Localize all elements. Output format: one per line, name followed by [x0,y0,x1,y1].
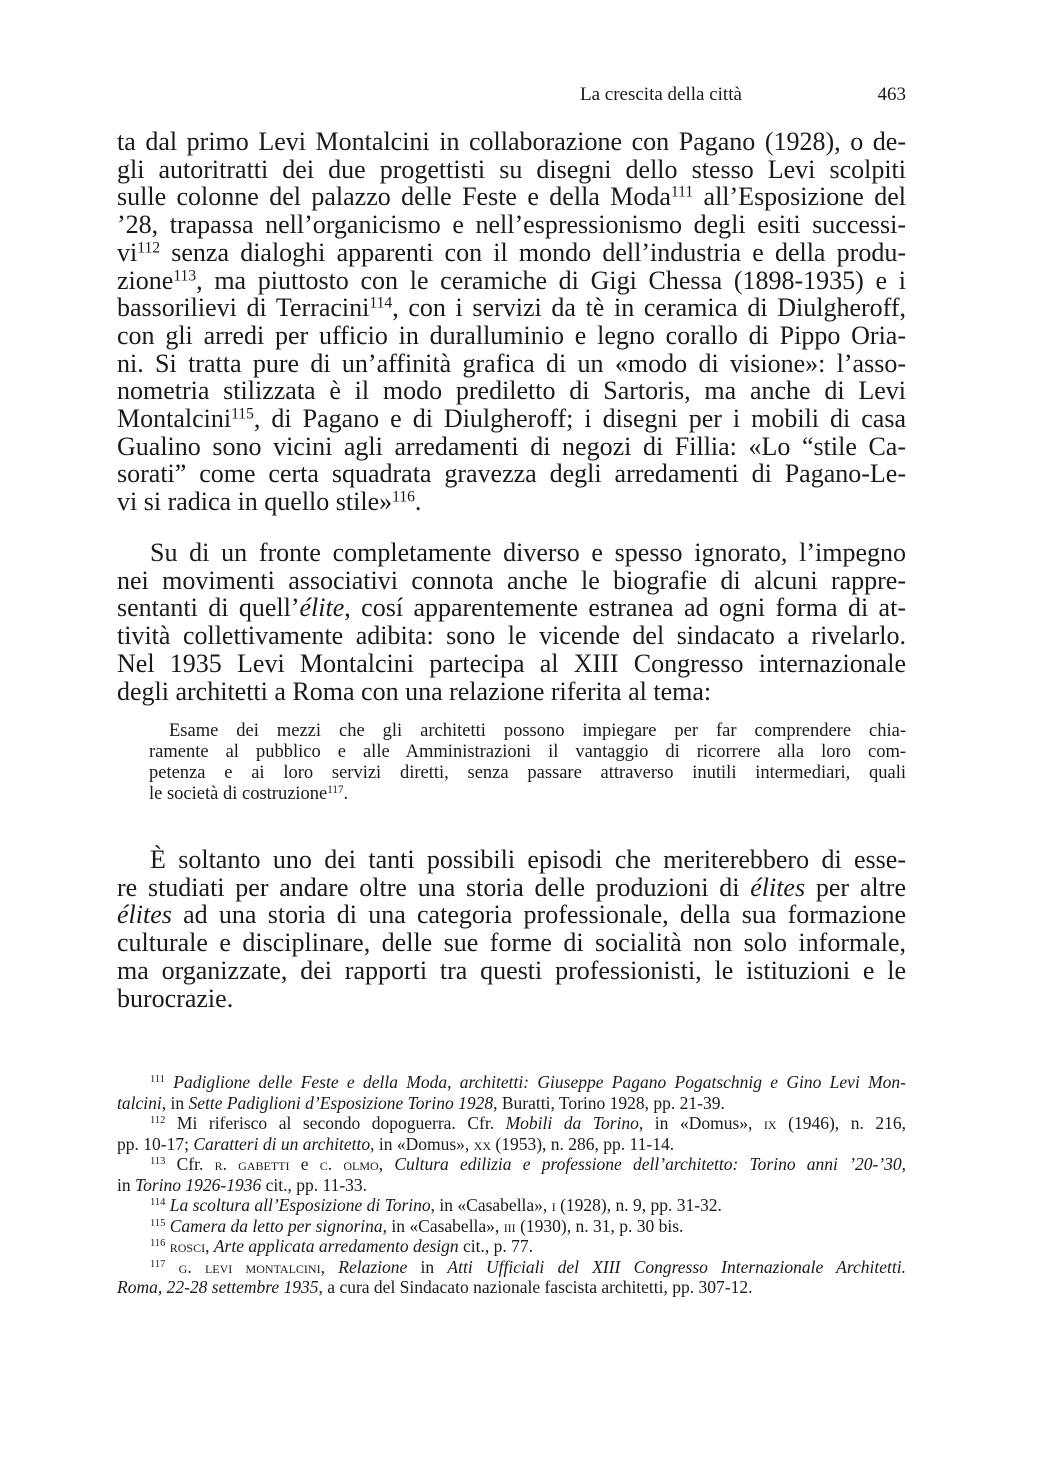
footnote-114: $^{114}$ La scoltura all’Esposizione di Torino, in «Casabella», i (1928), n. 9, pp. 31-32. [150,1195,722,1215]
page-number: 463 [877,84,906,105]
block-quote [149,721,906,805]
text-line: Su di un fronte completamente diverso e spesso ignorato, l’impegno [150,538,906,567]
text-line: ta dal primo Levi Montalcini in collaborazione con Pagano (1928), o de- [117,127,906,156]
footnote-116: $^{116}$ rosci, Arte applicata arredamento design cit., p. 77. [150,1236,534,1256]
text-line: ’28, trapassa nell’organicismo e nell’espressionismo degli esiti successi- [117,210,906,240]
footnote-ref[interactable]: 116 [392,488,415,506]
quote-line: le società di costruzione$^{117}$. [149,783,349,804]
footnote-111: $^{111}$ Padiglione delle Feste e della Moda, architetti: Giuseppe Pagano Pogatschnig e Gino Levi Mon- [150,1072,907,1092]
quote-line: Esame dei mezzi che gli architetti possono impiegare per far comprendere chia- [169,721,906,741]
running-title: La crescita della città [580,84,742,105]
quote-line: petenza e ai loro servizi diretti, senza passare attraverso inutili intermediari, quali [149,763,906,783]
text-line: gli autoritratti dei due progettisti su disegni dello stesso Levi scolpiti [117,154,906,184]
text-line: Montalcini$^{115}$, di Pagano e di Diulgheroff; i disegni per i mobili di casa [117,404,906,434]
running-header [580,84,906,112]
text-line: élites ad una storia di una categoria professionale, della sua formazione [117,900,906,930]
text-line: bassorilievi di Terracini$^{114}$, con i servizi da tè in ceramica di Diulgheroff, [117,293,906,323]
text-line: re studiati per andare oltre una storia delle produzioni di élites per altre [117,872,907,902]
footnote-ref[interactable]: 114 [369,294,393,312]
text-line: $vi^{112}$ senza dialoghi apparenti con il mondo dell’industria e della produ- [117,237,906,267]
paragraph-3 [117,846,906,1012]
paragraph-1 [117,128,906,516]
text-line: È soltanto uno dei tanti possibili episodi che meriterebbero di esse- [150,845,906,874]
text-line: vi si radica in quello stile»$^{116}$. [117,487,422,517]
footnote-ref[interactable]: 111 [670,183,694,201]
text-line: sentanti di quell’élite, cosí apparentemente estranea ad ogni forma di at- [117,593,906,623]
footnote-line: pp. 10-17; Caratteri di un architetto, in «Domus», xx (1953), n. 286, pp. 11-14. [117,1133,675,1154]
quote-line: ramente al pubblico e alle Amministrazioni il vantaggio di ricorrere alla loro com- [149,742,906,762]
footnote-117: $^{117}$ g. levi montalcini, Relazione in Atti Ufficiali del XIII Congresso Internazionale Architetti. [150,1256,906,1277]
footnote-ref[interactable]: 115 [231,405,254,423]
footnote-ref[interactable]: 113 [173,266,197,284]
footnote-ref[interactable]: 112 [137,239,161,257]
footnote-113: $^{113}$ Cfr. r. gabetti e c. olmo, Cultura edilizia e professione dell’architetto: Torino anni ’20-’30, [150,1154,907,1174]
footnote-115: $^{115}$ Camera da letto per signorina, in «Casabella», iii (1930), n. 31, p. 30 bis. [150,1215,684,1236]
text-line: degli architetti a Roma con una relazione riferita al tema: [117,676,712,706]
text-line: tività collettivamente adibita: sono le vicende del sindacato a rivelarlo. [117,621,906,651]
text-line: burocrazie. [117,983,234,1013]
footnote-line: talcini, in Sette Padiglioni d’Esposizione Torino 1928, Buratti, Torino 1928, pp. 21-39. [117,1092,725,1113]
text-line: culturale e disciplinare, delle sue forme di socialità non solo informale, [117,928,906,958]
text-line: nei movimenti associativi connota anche le biografie di alcuni rappre- [117,565,906,595]
text-line: zione$^{113}$, ma piuttosto con le ceramiche di Gigi Chessa (1898-1935) e i [117,265,906,295]
text-line: ma organizzate, dei rapporti tra questi professionisti, le istituzioni e le [117,955,906,985]
text-line: sulle colonne del palazzo delle Feste e della Moda$^{111}$ all’Esposizione del [117,182,906,212]
footnotes [117,1072,906,1298]
text-line: con gli arredi per ufficio in duralluminio e legno corallo di Pippo Oria- [117,320,906,350]
text-line: nometria stilizzata è il modo prediletto di Sartoris, ma anche di Levi [117,376,906,406]
footnote-line: Roma, 22-28 settembre 1935, a cura del Sindacato nazionale fascista architetti, pp. 307-12. [117,1277,753,1297]
text-line: Nel 1935 Levi Montalcini partecipa al XIII Congresso internazionale [117,648,906,678]
footnote-line: in Torino 1926-1936 cit., pp. 11-33. [117,1174,368,1195]
footnote-112: $^{112}$ Mi riferisco al secondo dopoguerra. Cfr. Mobili da Torino, in «Domus», ix (1946), n. 216, [150,1113,906,1133]
paragraph-2 [117,539,906,705]
text-line: Gualino sono vicini agli arredamenti di negozi di Fillia: «Lo “stile Ca- [117,431,906,461]
text-line: ni. Si tratta pure di un’affinità grafica di un «modo di visione»: l’asso- [117,348,906,378]
text-line: sorati” come certa squadrata gravezza degli arredamenti di Pagano-Le- [117,459,906,489]
footnote-ref[interactable]: 117 [327,783,344,796]
